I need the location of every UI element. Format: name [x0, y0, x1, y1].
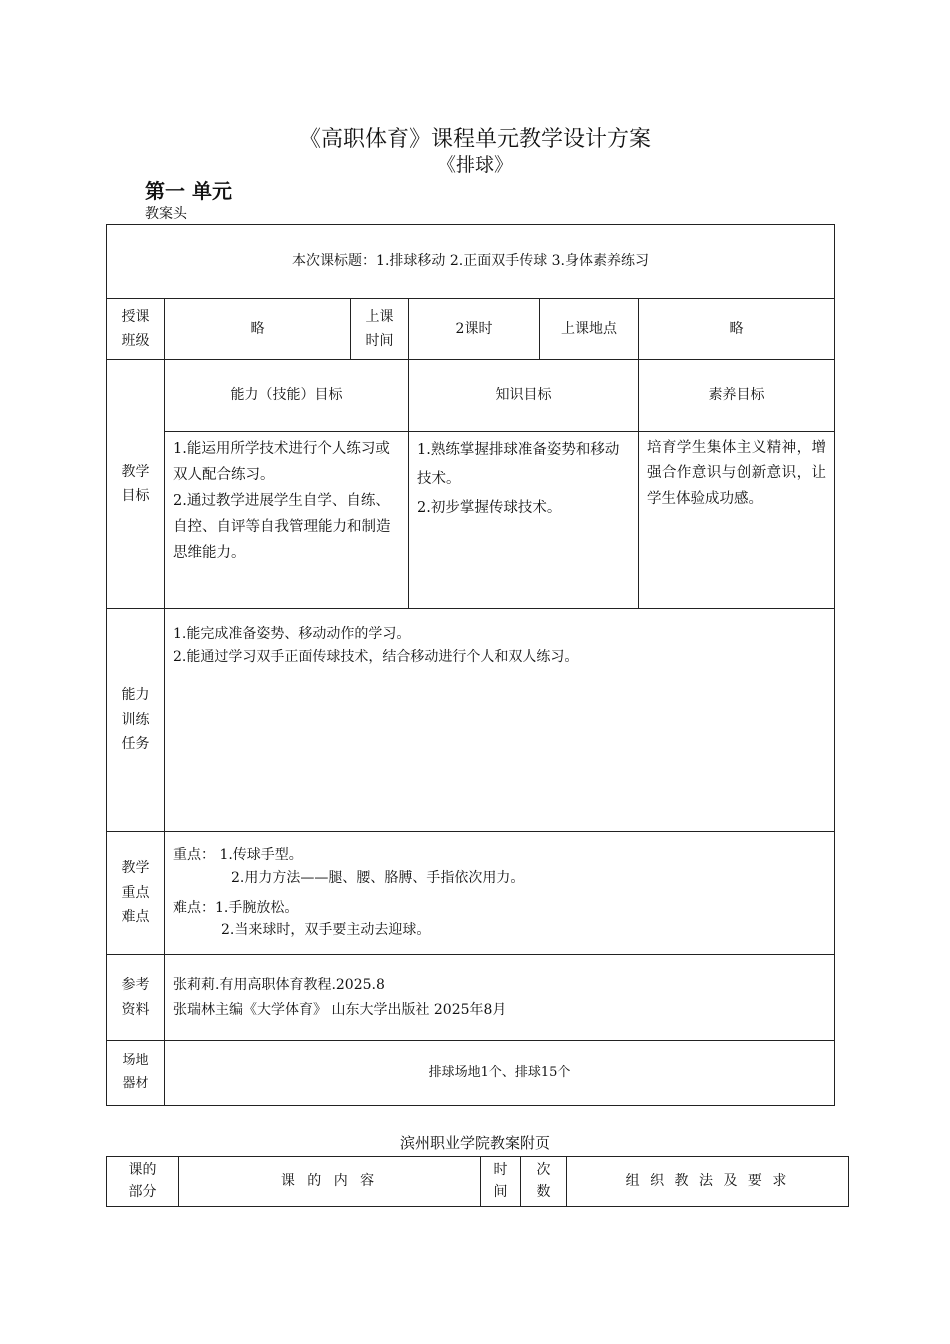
- lesson-topic: 本次课标题：1.排球移动 2.正面双手传球 3.身体素养练习: [107, 225, 835, 299]
- class-label: 授课班级: [107, 299, 165, 360]
- task-item: 1.能完成准备姿势、移动动作的学习。: [173, 626, 411, 642]
- col-time-header: 时间: [481, 1157, 521, 1207]
- goal-ability-item: 1.能运用所学技术进行个人练习或双人配合练习。: [173, 441, 390, 484]
- lesson-header-label: 教案头: [145, 206, 187, 222]
- time-value: 2课时: [409, 299, 540, 360]
- goal-knowledge-item: 2.初步掌握传球技术。: [417, 500, 562, 516]
- goal-quality-text: 培育学生集体主义精神，增强合作意识与创新意识，让学生体验成功感。: [647, 440, 827, 507]
- keypoints-cell: [165, 832, 835, 955]
- col-part-header: 课的部分: [107, 1157, 179, 1207]
- equipment-label: 场地器材: [107, 1041, 165, 1106]
- goal-quality-cell: [639, 432, 835, 609]
- key-point-item: 重点： 1.传球手型。: [173, 847, 303, 864]
- unit-heading: 第一 单元: [145, 179, 232, 203]
- key-point-item: 2.用力方法——腿、腰、胳膊、手指依次用力。: [231, 869, 525, 886]
- col-count-header: 次数: [521, 1157, 567, 1207]
- references-label: 参考资料: [107, 955, 165, 1041]
- lesson-plan-table: [106, 224, 835, 1106]
- difficulty-item: 2.当来球时，双手要主动去迎球。: [221, 922, 431, 939]
- goal-ability-item: 2.通过教学进展学生自学、自练、自控、自评等自我管理能力和制造思维能力。: [173, 493, 391, 562]
- goal-knowledge-item: 1.熟练掌握排球准备姿势和移动技术。: [417, 442, 620, 487]
- reference-item: 张莉莉.有用高职体育教程.2025.8: [173, 977, 385, 993]
- goal-header-knowledge: 知识目标: [409, 360, 639, 432]
- col-content-header: 课 的 内 容: [179, 1157, 481, 1207]
- place-label: 上课地点: [540, 299, 639, 360]
- goal-ability-cell: [165, 432, 409, 609]
- difficulty-item: 难点：1.手腕放松。: [173, 900, 299, 916]
- equipment-value: 排球场地1个、排球15个: [165, 1041, 835, 1106]
- goal-knowledge-cell: [409, 432, 639, 609]
- appendix-title: 滨州职业学院教案附页: [399, 1134, 550, 1152]
- reference-item: 张瑞林主编《大学体育》 山东大学出版社 2025年8月: [173, 1001, 507, 1018]
- appendix-table: [106, 1156, 849, 1207]
- document-title: 《高职体育》课程单元教学设计方案: [298, 127, 651, 152]
- task-item: 2.能通过学习双手正面传球技术，结合移动进行个人和双人练习。: [173, 649, 579, 666]
- col-method-header: 组 织 教 法 及 要 求: [567, 1157, 849, 1207]
- references-cell: [165, 955, 835, 1041]
- tasks-label: 能力训练任务: [107, 609, 165, 832]
- keypoints-label: 教学重点难点: [107, 832, 165, 955]
- place-value: 略: [639, 299, 835, 360]
- class-value: 略: [165, 299, 351, 360]
- time-label: 上课时间: [351, 299, 409, 360]
- goals-label: 教学目标: [107, 360, 165, 609]
- goal-header-ability: 能力（技能）目标: [165, 360, 409, 432]
- goal-header-quality: 素养目标: [639, 360, 835, 432]
- tasks-cell: [165, 609, 835, 832]
- document-subtitle: 《排球》: [436, 154, 513, 176]
